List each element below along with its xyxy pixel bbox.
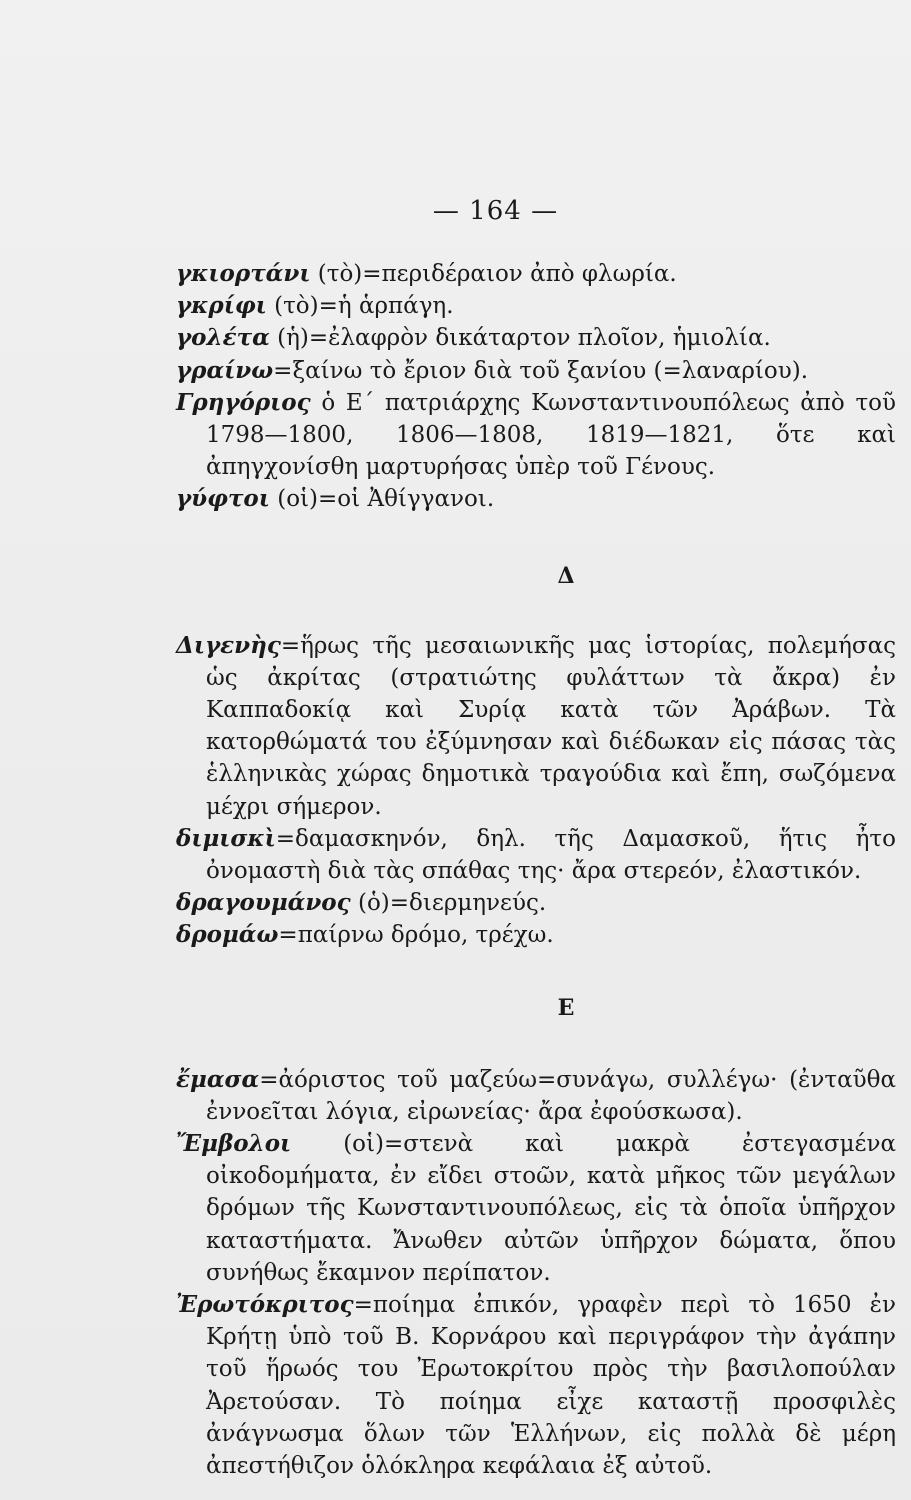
entry-definition: (οἱ)=οἱ Ἀθίγγανοι.	[269, 486, 495, 513]
entry-definition: =ἀόριστος τοῦ μαζεύω=συνάγω, συλλέγω· (ἐνταῦθα ἐννοεῖται λόγια, εἰρωνείας· ἄρα ἐφούσκωσα).	[206, 1066, 896, 1125]
entry-definition: (ὁ)=διερμηνεύς.	[350, 890, 547, 917]
entry-term: ἔμασα	[176, 1065, 260, 1093]
section-delta	[176, 630, 896, 952]
entry-term: δρομάω	[176, 921, 279, 949]
entry-term: Ἔμβολοι	[176, 1130, 292, 1158]
glossary-entry	[176, 355, 896, 387]
glossary-entry	[176, 823, 896, 887]
entry-definition: =παίρνω δρόμο, τρέχω.	[278, 922, 554, 949]
entry-definition: =δαμασκηνόν, δηλ. τῆς Δαμασκοῦ, ἥτις ἦτο ὀνομαστὴ διὰ τὰς σπάθας της· ἄρα στερεόν, ἐλαστικόν.	[206, 825, 896, 885]
section-gamma	[176, 258, 896, 516]
entry-definition: =ποίημα ἐπικόν, γραφὲν περὶ τὸ 1650 ἐν Κρήτῃ ὑπὸ τοῦ Β. Κορνάρου καὶ περιγράφον τὴν ἀγάπην τοῦ ἥρωός του Ἐρωτοκρίτου πρὸς τὴν βασιλοπούλαν Ἀρετούσαν. Τὸ ποίημα εἶχε καταστῇ προσφιλὲς ἀνάγνωσμα ὅλων τῶν Ἑλλήνων, εἰς πολλὰ δὲ μέρη ἀπεστήθιζον ὁλόκληρα κεφάλαια ἐξ αὐτοῦ.	[206, 1292, 896, 1480]
entry-term: γολέτα	[176, 324, 270, 352]
entry-term: γκιορτάνι	[176, 260, 311, 287]
entry-term: γύφτοι	[176, 485, 270, 513]
glossary-entry	[176, 887, 896, 919]
glossary-entry	[176, 258, 896, 290]
glossary-entry	[176, 919, 896, 951]
section-letter-delta: Δ	[557, 562, 575, 589]
glossary-entry	[176, 1289, 896, 1482]
entry-definition: =ξαίνω τὸ ἔριον διὰ τοῦ ξανίου (=λαναρίου).	[273, 357, 809, 384]
glossary-entry	[176, 322, 896, 354]
glossary-entry	[176, 290, 896, 322]
entry-term: δραγουμάνος	[176, 889, 351, 917]
page-number: — 164 —	[432, 196, 559, 226]
entry-definition: (τὸ)=ἡ ἁρπάγη.	[266, 293, 454, 320]
glossary-content	[176, 258, 896, 1482]
entry-term: γκρίφι	[176, 292, 267, 320]
entry-definition: (ἡ)=ἐλαφρὸν δικάταρτον πλοῖον, ἡμιολία.	[269, 325, 771, 352]
entry-definition: ὁ Ε΄ πατριάρχης Κωνσταντινουπόλεως ἀπὸ τοῦ 1798—1800, 1806—1808, 1819—1821, ὅτε καὶ ἀπηγχονίσθη μαρτυρήσας ὑπὲρ τοῦ Γένους.	[206, 389, 896, 481]
entry-term: Γρηγόριος	[176, 388, 311, 416]
glossary-entry	[176, 1128, 896, 1289]
glossary-entry	[176, 387, 896, 484]
entry-term: γραίνω	[176, 356, 274, 384]
glossary-entry	[176, 483, 896, 515]
glossary-entry	[176, 630, 896, 823]
entry-term: Ἐρωτόκριτος	[176, 1291, 354, 1319]
entry-definition: (οἱ)=στενὰ καὶ μακρὰ ἐστεγασμένα οἰκοδομήματα, ἐν εἴδει στοῶν, κατὰ μῆκος τῶν μεγάλων δρόμων τῆς Κωνσταντινουπόλεως, εἰς τὰ ὁποῖα ὑπῆρχον καταστήματα. Ἄνωθεν αὐτῶν ὑπῆρχον δώματα, ὅπου συνήθως ἔκαμνον περίπατον.	[206, 1131, 896, 1286]
entry-definition: =ἥρως τῆς μεσαιωνικῆς μας ἱστορίας, πολεμήσας ὡς ἀκρίτας (στρατιώτης φυλάττων τὰ ἄκρα) ἐν Καππαδοκίᾳ καὶ Συρίᾳ κατὰ τῶν Ἀράβων. Τὰ κατορθώματά του ἐξύμνησαν καὶ διέδωκαν εἰς πάσας τὰς ἑλληνικὰς χώρας δημοτικὰ τραγούδια καὶ ἔπη, σωζόμενα μέχρι σήμερον.	[206, 632, 896, 820]
glossary-entry	[176, 1064, 896, 1128]
section-letter-epsilon: Ε	[557, 994, 575, 1021]
entry-term: διμισκὶ	[176, 824, 276, 852]
entry-term: Διγενὴς	[176, 631, 281, 659]
entry-definition: (τὸ)=περιδέραιον ἀπὸ φλωρία.	[310, 261, 677, 287]
section-epsilon	[176, 1064, 896, 1483]
